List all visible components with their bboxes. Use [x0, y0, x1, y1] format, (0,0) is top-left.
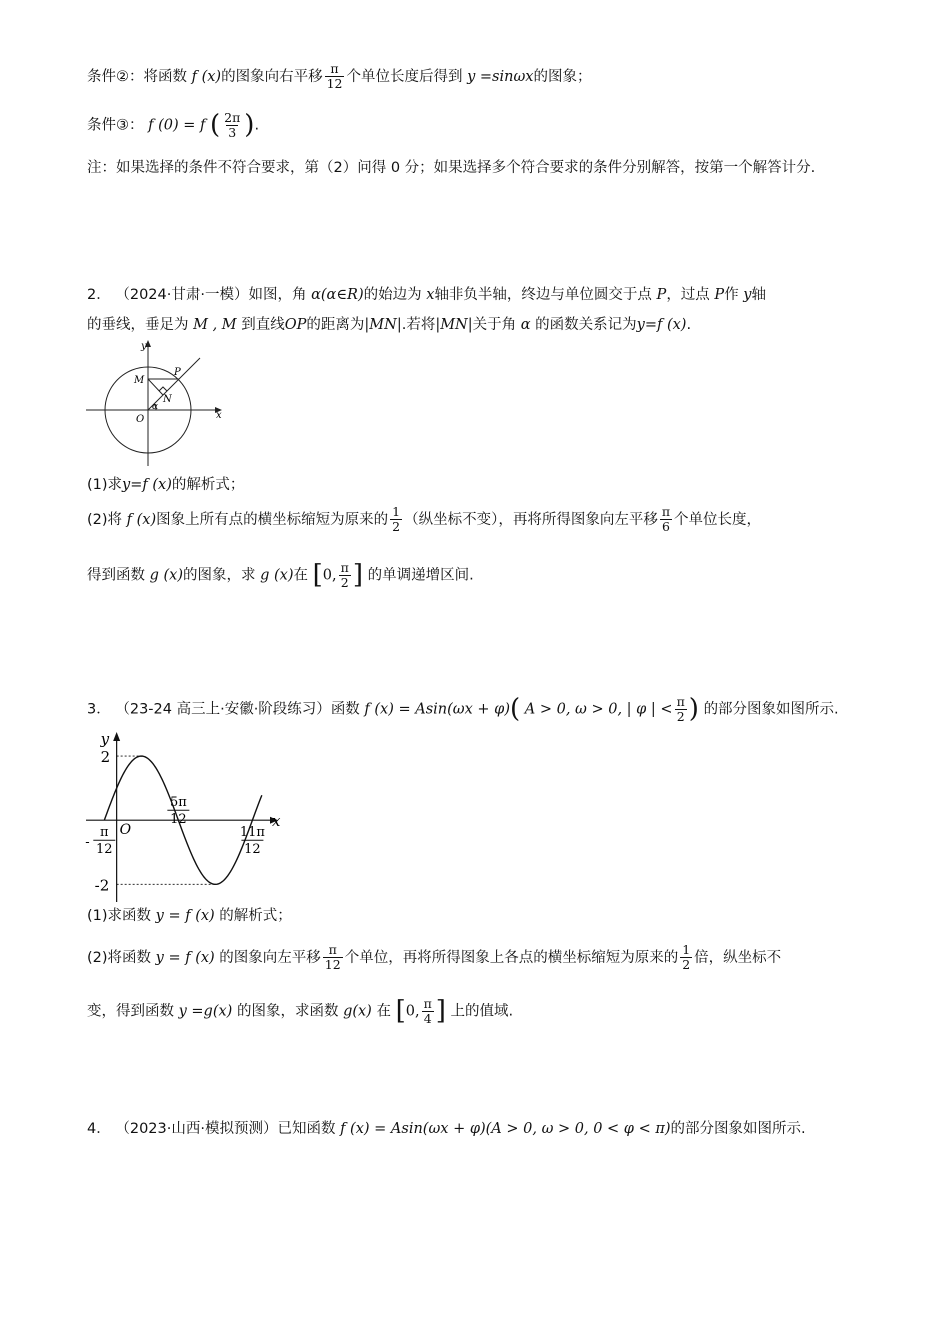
- fraction-den: 2: [392, 519, 401, 535]
- condition-3: [87, 106, 864, 145]
- part-label: (2): [87, 949, 108, 966]
- part-label: (2): [87, 511, 108, 528]
- y-axis-arrow: [113, 732, 120, 741]
- fraction-den: 2: [682, 957, 691, 973]
- text-span: （纵坐标不变），再将所得图象向左平移: [404, 511, 658, 528]
- fraction-num: π: [423, 995, 432, 1011]
- text-span: 的部分图象如图所示.: [670, 1121, 806, 1137]
- text-span: 的图象，求函数: [236, 1003, 339, 1020]
- paren-left: (: [509, 694, 521, 724]
- y-tick-label: -2: [94, 876, 110, 895]
- fraction-num: π: [661, 504, 671, 519]
- fraction-den: 6: [661, 519, 670, 535]
- label-alpha: α: [152, 402, 159, 412]
- text-span: 的解析式；: [219, 908, 292, 924]
- math-var: OP: [284, 317, 307, 333]
- text-span: 已知函数: [277, 1121, 336, 1137]
- fraction: [422, 997, 434, 1027]
- math-expr: |MN|: [364, 317, 402, 333]
- math-var: α: [520, 317, 531, 333]
- q4-line-1: [87, 1119, 864, 1141]
- q2-part-2-line-2: [87, 556, 864, 595]
- question-number: 3．: [87, 701, 111, 718]
- fraction-num: 1: [682, 942, 691, 957]
- q3-line-1: [87, 690, 864, 729]
- x-tick-numerator: 11π: [239, 825, 265, 841]
- q2-part-2-line-1: [87, 505, 864, 535]
- text-span: 轴非负半轴，终边与单位圆交于点: [434, 287, 652, 303]
- label-N: N: [163, 394, 172, 405]
- text-span: 个单位长度后得到: [346, 68, 463, 85]
- text-span: 得到函数: [87, 567, 145, 584]
- y-axis-label: y: [100, 730, 110, 748]
- math-expr: y = f (x): [155, 908, 215, 924]
- math-expr: α(α∈R): [311, 287, 364, 303]
- fraction-num: π: [676, 693, 685, 709]
- x-axis-label: x: [272, 812, 281, 831]
- math-expr: g(x): [343, 1003, 372, 1020]
- fraction: [339, 561, 351, 591]
- text-span: 在: [293, 567, 308, 584]
- x-tick-denominator: 12: [170, 812, 187, 828]
- unit-circle-figure: [84, 338, 230, 468]
- fraction-num: 2π: [224, 109, 241, 125]
- text-span: 的图象向右平移: [221, 68, 323, 85]
- part-label: (1): [87, 477, 108, 493]
- text-span: 求: [107, 477, 123, 493]
- question-number: 2．: [87, 287, 111, 303]
- fraction: [222, 111, 242, 141]
- question-source: （2024·甘肃·一模）: [115, 287, 249, 303]
- fraction: [680, 943, 692, 973]
- text-span: 的解析式；: [171, 477, 245, 493]
- text-span: 的始边为: [363, 287, 422, 303]
- text-span: 作: [724, 287, 739, 303]
- text-span: 的单调递增区间.: [367, 567, 474, 584]
- math-expr: y=f (x): [636, 317, 687, 333]
- condition-2: [87, 62, 864, 92]
- function-f: f (x): [191, 68, 222, 85]
- fraction: [660, 505, 672, 535]
- fraction-den: 12: [326, 76, 343, 92]
- label-y: y: [141, 341, 147, 352]
- text-span: 在: [376, 1003, 391, 1020]
- equation: y =sinωx: [467, 68, 534, 85]
- interval-left: 0,: [322, 567, 337, 584]
- math-var: y: [743, 287, 752, 303]
- math-expr: f (x) = Asin(ωx + φ)(A > 0, ω > 0, 0 < φ < π): [340, 1121, 671, 1137]
- label-x: x: [216, 410, 222, 421]
- x-tick-denominator: 12: [244, 842, 261, 858]
- label-O: O: [136, 414, 145, 425]
- fraction-num: 1: [392, 504, 401, 519]
- text-span: 图象上所有点的横坐标缩短为原来的: [156, 511, 389, 528]
- origin-label: O: [119, 822, 132, 839]
- text-span: .若将: [401, 317, 436, 333]
- paren-right: ): [688, 694, 699, 724]
- math-expr: y = f (x): [155, 949, 215, 966]
- y-tick-label: 2: [100, 748, 111, 767]
- question-number: 4．: [87, 1121, 111, 1137]
- text-span: 个单位长度，: [674, 511, 762, 528]
- text-span: 关于角: [472, 317, 517, 333]
- equation: f (0) = f: [148, 117, 206, 134]
- fraction-den: 12: [324, 957, 341, 973]
- text-span: 的函数关系记为: [535, 317, 637, 333]
- part-label: (1): [87, 908, 108, 924]
- fraction-num: π: [328, 942, 337, 957]
- q2-part-1: [87, 475, 864, 497]
- condition-2-label: 条件②：将函数: [87, 68, 187, 85]
- text-span: 变，得到函数: [87, 1003, 174, 1020]
- fraction-den: 4: [423, 1011, 432, 1026]
- fraction-den: 2: [676, 709, 685, 724]
- text-span: 个单位，再将所得图象上各点的横坐标缩短为原来的: [344, 949, 679, 966]
- bracket-right: ]: [352, 560, 363, 590]
- text-span: 的图象；: [533, 68, 592, 85]
- math-expr: |MN|: [435, 317, 473, 333]
- x-tick-numerator: π: [100, 825, 109, 841]
- text-span: 的垂线，垂足为: [87, 317, 189, 333]
- x-tick-denominator: 12: [96, 842, 113, 858]
- text-span: 的部分图象如图所示.: [703, 701, 839, 718]
- math-expr: f (x): [126, 511, 157, 528]
- bracket-left: [: [312, 560, 323, 590]
- text-span: .: [254, 117, 260, 134]
- fraction: [325, 62, 345, 92]
- sine-chart: [84, 726, 290, 906]
- text-span: 到直线: [241, 317, 285, 333]
- fraction: [675, 695, 687, 725]
- x-tick-sign: -: [85, 835, 90, 851]
- text-span: 函数: [330, 701, 360, 718]
- text-span: 求函数: [107, 908, 152, 924]
- q3-part-2-line-1: [87, 943, 864, 973]
- text-span: 轴: [751, 287, 766, 303]
- math-expr: y =g(x): [178, 1003, 233, 1020]
- text-span: 的距离为: [306, 317, 365, 333]
- bracket-left: [: [395, 996, 406, 1026]
- text-span: 倍，纵坐标不: [694, 949, 782, 966]
- math-expr: y=f (x): [122, 477, 172, 493]
- math-var: x: [426, 287, 435, 303]
- question-source: （23-24 高三上·安徽·阶段练习）: [115, 701, 331, 718]
- math-var: M , M: [193, 317, 237, 333]
- text-span: 上的值域.: [450, 1003, 514, 1020]
- question-source: （2023·山西·模拟预测）: [115, 1121, 278, 1137]
- fraction-den: 2: [340, 575, 349, 590]
- math-var: P: [714, 287, 725, 303]
- right-angle-mark: [159, 387, 167, 391]
- fraction: [323, 943, 343, 973]
- paren-left: (: [209, 110, 221, 140]
- text-span: 的图象向左平移: [219, 949, 321, 966]
- condition-3-label: 条件③：: [87, 117, 144, 134]
- label-M: M: [134, 375, 145, 386]
- text-span: ，过点: [666, 287, 710, 303]
- x-tick-numerator: 5π: [169, 795, 187, 811]
- segment-MN: [148, 379, 163, 395]
- bracket-right: ]: [435, 996, 446, 1026]
- q3-part-2-line-2: [87, 992, 864, 1031]
- text-span: 将函数: [107, 949, 152, 966]
- fraction-num: π: [330, 61, 339, 76]
- label-P: P: [174, 367, 181, 378]
- q2-line-2: [87, 315, 864, 337]
- fraction: [390, 505, 402, 535]
- text-span: 将: [107, 511, 123, 528]
- note: 注：如果选择的条件不符合要求，第（2）问得 0 分；如果选择多个符合要求的条件分别解答，按第一个解答计分.: [87, 160, 816, 176]
- math-expr: g (x): [149, 567, 183, 584]
- interval-left: 0,: [405, 1003, 420, 1020]
- math-expr: g (x): [260, 567, 294, 584]
- fraction-den: 3: [228, 125, 237, 140]
- math-expr: f (x) = Asin(ωx + φ): [364, 701, 510, 718]
- q3-part-1: [87, 906, 864, 928]
- text-span: .: [686, 317, 692, 333]
- math-var: P: [656, 287, 667, 303]
- paren-right: ): [244, 110, 255, 140]
- math-expr: A > 0, ω > 0, | φ | <: [524, 701, 673, 718]
- text-span: 的图象，求: [183, 567, 256, 584]
- text-span: 如图，角: [248, 287, 307, 303]
- fraction-num: π: [340, 559, 349, 575]
- q2-line-1: [87, 285, 864, 307]
